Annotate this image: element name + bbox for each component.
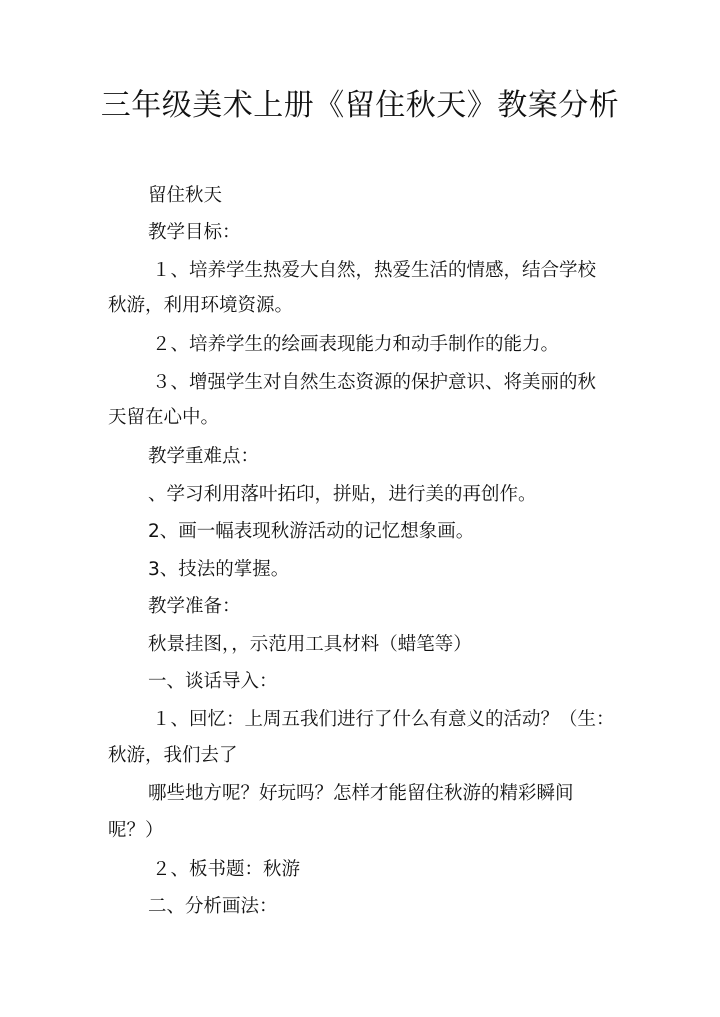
text-line: 哪些地方呢？好玩吗？怎样才能留住秋游的精彩瞬间 bbox=[148, 783, 574, 804]
text-line: 、学习利用落叶拓印，拼贴，进行美的再创作。 bbox=[148, 484, 537, 505]
text-line: 秋景挂图，，示范用工具材料（蜡笔等） bbox=[148, 634, 472, 655]
text-line: 教学准备： bbox=[148, 596, 241, 617]
text-line: １、回忆：上周五我们进行了什么有意义的活动？（生： bbox=[152, 709, 615, 730]
text-line: 二、分析画法： bbox=[148, 896, 278, 917]
text-line: 2、画一幅表现秋游活动的记忆想象画。 bbox=[148, 521, 475, 542]
text-line: ２、培养学生的绘画表现能力和动手制作的能力。 bbox=[152, 334, 560, 355]
text-line: 秋游，我们去了 bbox=[108, 745, 238, 766]
document-title: 三年级美术上册《留住秋天》教案分析 bbox=[100, 88, 620, 123]
text-line: １、培养学生热爱大自然，热爱生活的情感，结合学校 bbox=[152, 260, 597, 281]
text-line: 3、技法的掌握。 bbox=[148, 559, 290, 580]
text-line: 教学重难点： bbox=[148, 446, 260, 467]
text-line: 秋游，利用环境资源。 bbox=[108, 295, 294, 316]
text-line: 留住秋天 bbox=[148, 185, 223, 206]
text-line: 呢？） bbox=[108, 820, 164, 841]
text-line: 天留在心中。 bbox=[108, 407, 220, 428]
text-line: 教学目标： bbox=[148, 222, 241, 243]
text-line: 一、谈话导入： bbox=[148, 671, 278, 692]
text-line: ３、增强学生对自然生态资源的保护意识、将美丽的秋 bbox=[152, 372, 597, 393]
text-line: ２、板书题：秋游 bbox=[152, 859, 301, 880]
